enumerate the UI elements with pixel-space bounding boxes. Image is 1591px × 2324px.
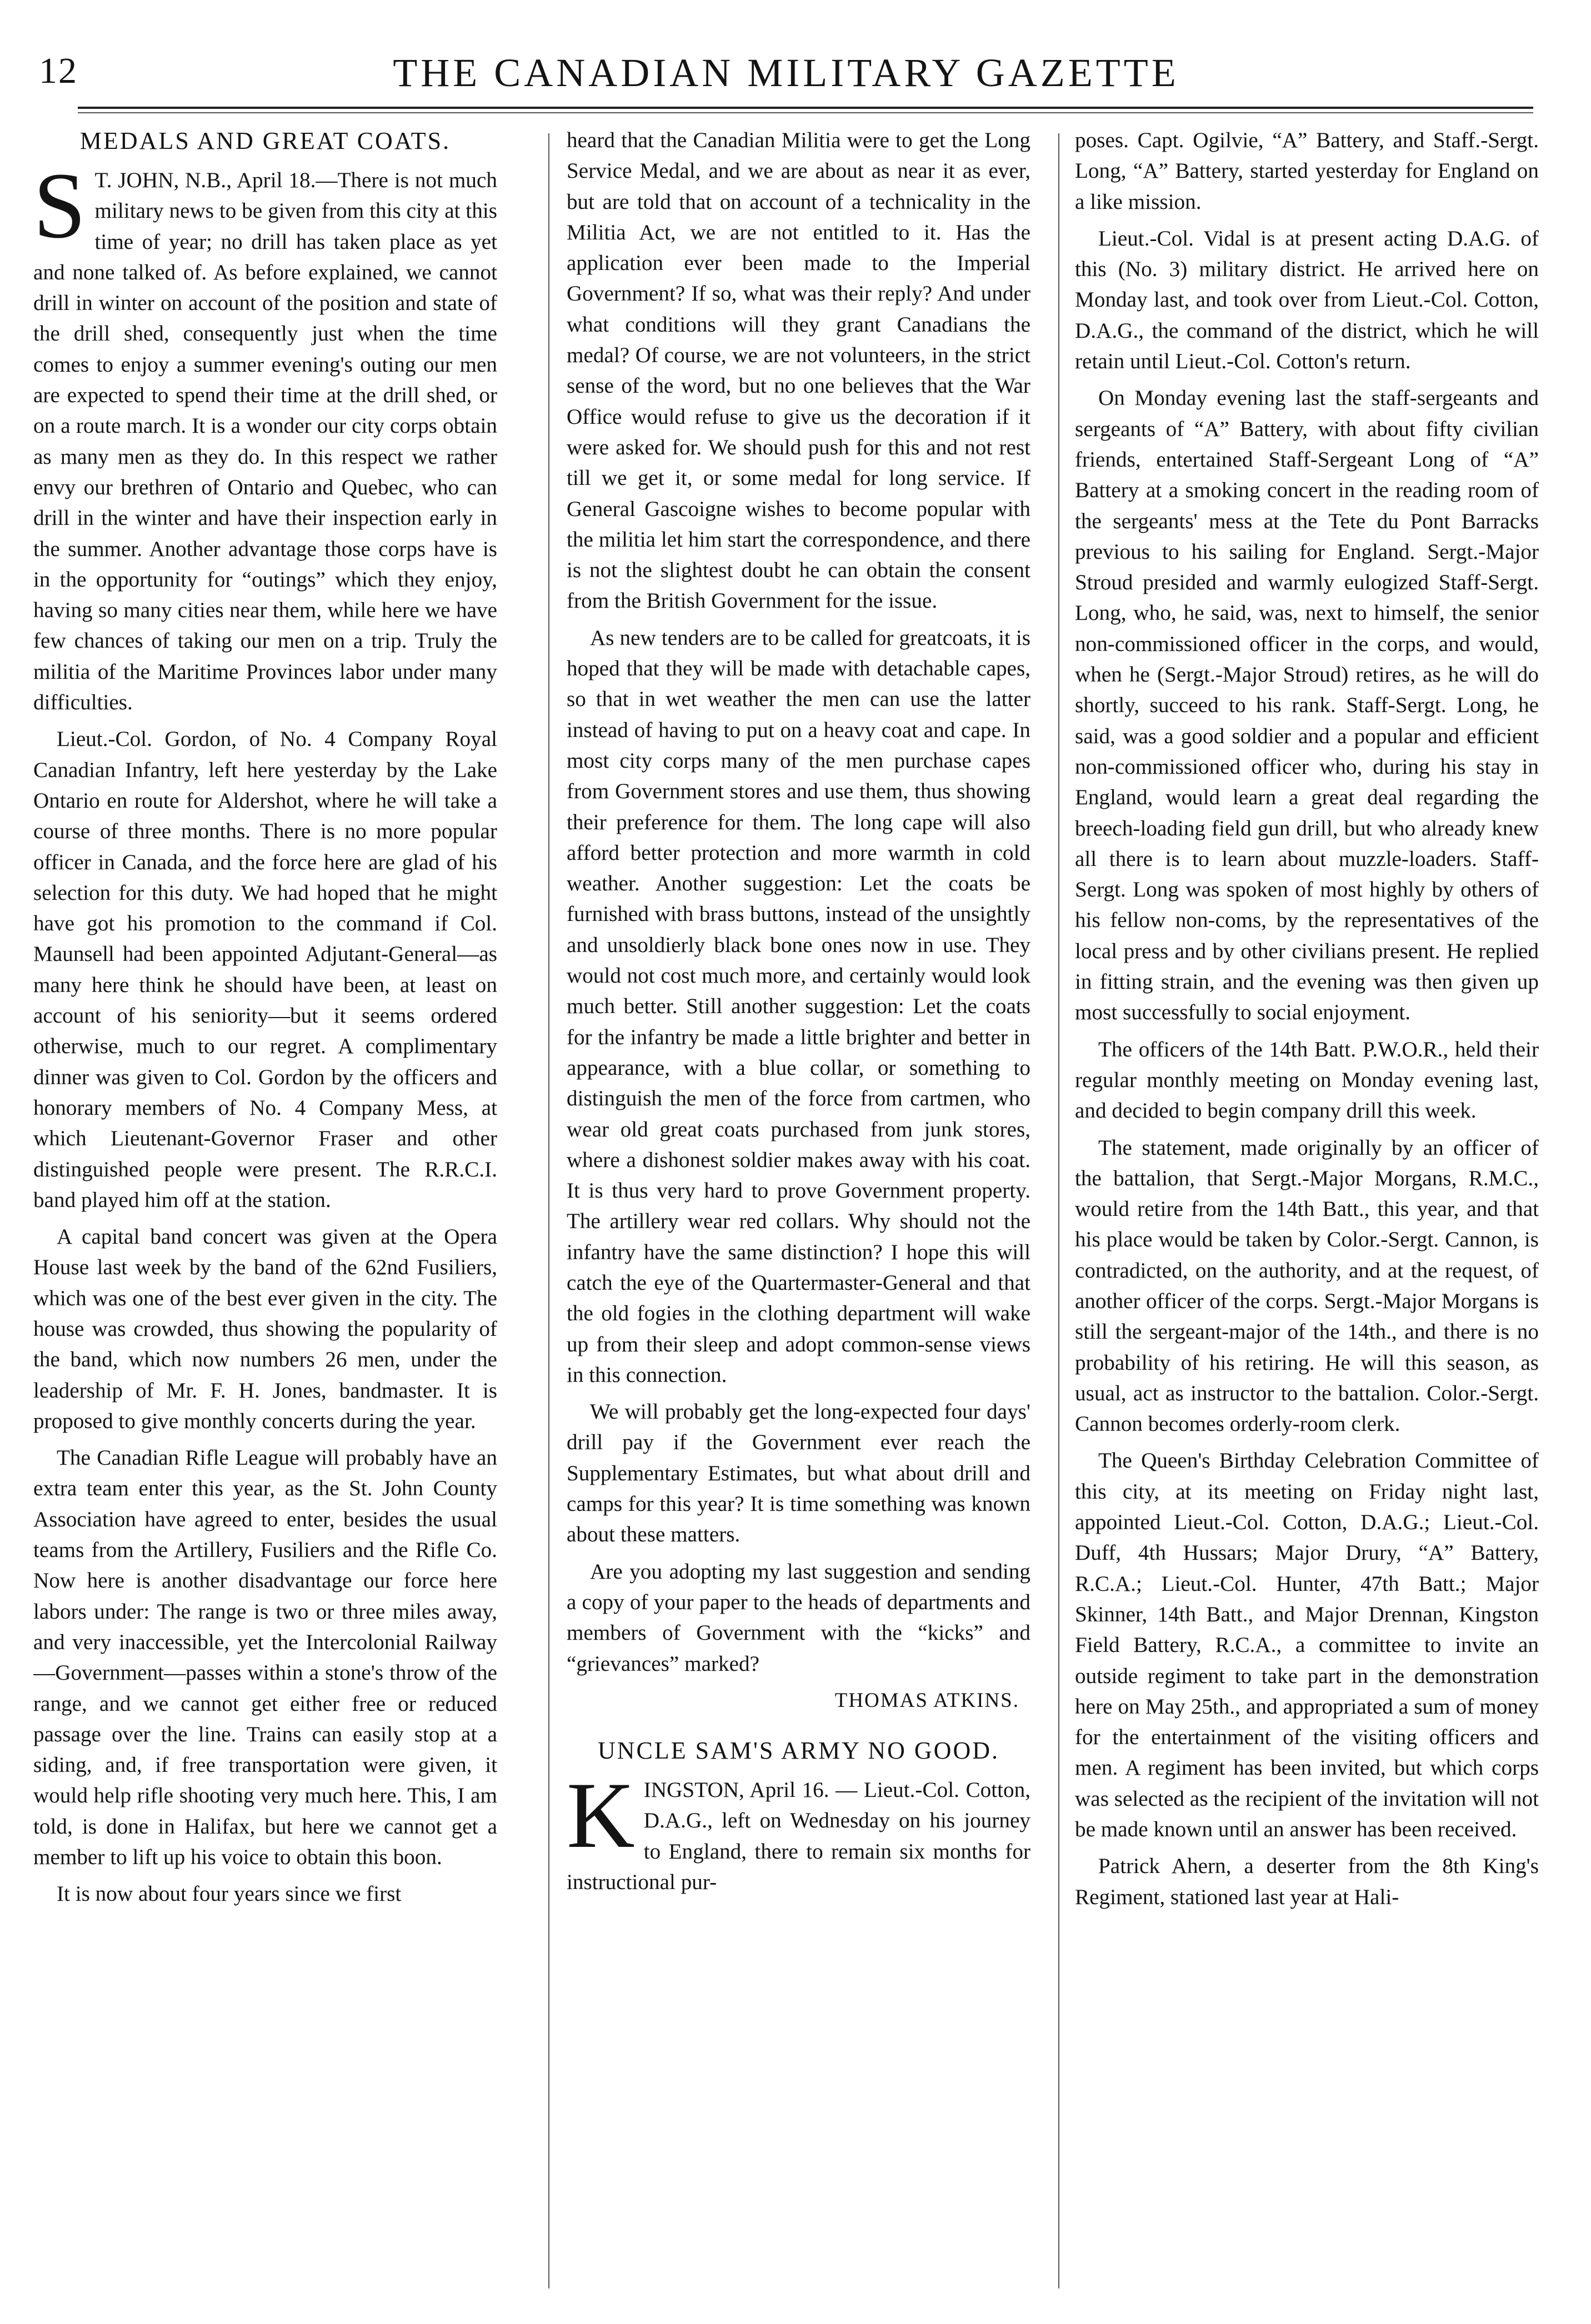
article-headline: MEDALS AND GREAT COATS. — [79, 127, 451, 154]
article-paragraph: The Canadian Rifle League will probably have an extra team enter this year, as the St. John County Association have agreed to enter, besides the usual teams from the Artillery, Fusiliers and the Rifle Co. Now here is another disadvantage our force here labors under: The range is two or three miles away, and very inaccessible, yet the Intercolonial Railway—Government—passes within a stone's throw of the range, and we cannot get either free or reduced passage over the line. Trains can easily stop at a siding, and, if free transportation were given, it would help rifle shooting very much here. This, I am told, is done in Halifax, but here we cannot get a member to lift up his voice to obtain this boon. — [33, 1446, 497, 1870]
header-rule — [78, 107, 1533, 109]
column-1 — [33, 125, 497, 2297]
column-divider — [1058, 133, 1059, 2288]
article-paragraph: Lieut.-Col. Vidal is at present acting D.A.G. of this (No. 3) military district. He arrived here on Monday last, and took over from Lieut.-Col. Cotton, D.A.G., the command of the district, which he will retain until Lieut.-Col. Cotton's return. — [1075, 226, 1539, 374]
header-rule-thin — [78, 112, 1533, 113]
masthead-title: THE CANADIAN MILITARY GAZETTE — [393, 51, 1179, 95]
article-lead-paragraph: KINGSTON, April 16. — Lieut.-Col. Cotton, D.A.G., left on Wednesday on his journey to England, there to remain six months for instructional pur- — [567, 1763, 1030, 1895]
column-divider — [548, 133, 549, 2288]
page-number: 12 — [39, 51, 78, 91]
article-paragraph-split-start: It is now about four years since we first — [57, 1882, 402, 1906]
article-lead-paragraph: S T. JOHN, N.B., April 18.—There is not much military news to be given from this city at this time of year; no drill has taken place as yet and none talked of. As before explained, we cannot drill in winter on account of the position and state of the drill shed, consequently just when the time comes to enjoy a summer evening's outing our men are expected to spend their time at the drill shed, or on a route march. It is a wonder our city corps obtain as many men as they do. In this respect we rather envy our brethren of Ontario and Quebec, who can drill in the winter and have their inspection early in the summer. Another advantage those corps have is in the opportunity for “outings” which they enjoy, having so many cities near them, while here we have few chances of taking our men on a trip. Truly the militia of the Maritime Provinces labor under many difficulties. — [33, 153, 497, 715]
article-paragraph: The statement, made originally by an officer of the battalion, that Sergt.-Major Morgans, R.M.C., would retire from the 14th Batt., this year, and that his place would be taken by Color.-Sergt. Cannon, is contradicted, on the authority, and at the request, of another officer of the corps. Sergt.-Major Morgans is still the sergeant-major of the 14th., and there is no probability of his retiring. He will this season, as usual, act as instructor to the battalion. Color.-Sergt. Cannon becomes orderly-room clerk. — [1075, 1135, 1539, 1436]
article-paragraph: The Queen's Birthday Celebration Committee of this city, at its meeting on Friday night last, appointed Lieut.-Col. Cotton, D.A.G.; Lieut.-Col. Duff, 4th Hussars; Major Drury, “A” Battery, R.C.A.; Lieut.-Col. Hunter, 47th Batt.; Major Skinner, 14th Batt., and Major Drennan, Kingston Field Battery, R.C.A., a committee to invite an outside regiment to take part in the demonstration here on May 25th., and appropriated a sum of money for the entertainment of the visiting officers and men. A regiment has been invited, but which corps was selected as the recipient of the invitation will not be made known until an answer has been received. — [1075, 1449, 1539, 1842]
article-headline: UNCLE SAM'S ARMY NO GOOD. — [597, 1737, 1000, 1765]
author-signature: THOMAS ATKINS. — [834, 1689, 1019, 1712]
article-paragraph-continued: heard that the Canadian Militia were to get the Long Service Medal, and we are about as near it as ever, but are told that on account of a technicality in the Militia Act, we are not entitled to it. Has the application ever been made to the Imperial Government? If so, what was their reply? And under what conditions will they grant Canadians the medal? Of course, we are not volunteers, in the strict sense of the word, but no one believes that the War Office would refuse to give us the decoration if it were asked for. We should push for this and not rest till we get it, or some medal for long service. If General Gascoigne wishes to become popular with the militia let him start the correspondence, and there is not the slightest doubt he can obtain the consent from the British Government for the issue. — [567, 128, 1030, 613]
drop-cap: K — [567, 1763, 635, 1868]
drop-cap: S — [33, 153, 86, 258]
article-paragraph: The officers of the 14th Batt. P.W.O.R., held their regular monthly meeting on Monday evening last, and decided to begin company drill this week. — [1075, 1037, 1539, 1123]
page-header — [39, 44, 1533, 106]
article-paragraph: A capital band concert was given at the Opera House last week by the band of the 62nd Fusiliers, which was one of the best ever given in the city. The house was crowded, thus showing the popularity of the band, which now numbers 26 men, under the leadership of Mr. F. H. Jones, bandmaster. It is proposed to give monthly concerts during the year. — [33, 1225, 497, 1433]
article-paragraph: Patrick Ahern, a deserter from the 8th King's Regiment, stationed last year at Hali- — [1075, 1854, 1539, 1909]
column-3 — [1075, 125, 1539, 2297]
article-paragraph: Are you adopting my last suggestion and sending a copy of your paper to the heads of departments and members of Government with the “kicks” and “grievances” marked? — [567, 1559, 1030, 1676]
column-3-content — [1075, 125, 1539, 1912]
article-paragraph-continued: poses. Capt. Ogilvie, “A” Battery, and Staff.-Sergt. Long, “A” Battery, started yesterday for England on a like mission. — [1075, 128, 1539, 214]
article-paragraph: On Monday evening last the staff-sergeants and sergeants of “A” Battery, with about fifty civilian friends, entertained Staff-Sergeant Long of “A” Battery at a smoking concert in the reading room of the sergeants' mess at the Tete du Pont Barracks previous to his sailing for England. Sergt.-Major Stroud presided and warmly eulogized Staff-Sergt. Long, who, he said, was, next to himself, the senior non-commissioned officer in the corps, and would, when he (Sergt.-Major Stroud) retires, as he will do shortly, succeed to his rank. Staff-Sergt. Long, he said, was a good soldier and a popular and efficient non-commissioned officer who, during his stay in England, would learn a great deal regarding the breech-loading field gun drill, but who already knew all there is to learn about muzzle-loaders. Staff-Sergt. Long was spoken of most highly by others of his fellow non-coms, by the representatives of the local press and by other civilians present. He replied in fitting strain, and the evening was then given up most successfully to social enjoyment. — [1075, 386, 1539, 1025]
article-paragraph: We will probably get the long-expected four days' drill pay if the Government ever reach the Supplementary Estimates, but what about drill and camps for this year? It is time something was known about these matters. — [567, 1400, 1030, 1547]
column-2 — [567, 125, 1030, 2297]
article-paragraph: As new tenders are to be called for greatcoats, it is hoped that they will be made with detachable capes, so that in wet weather the men can use the latter instead of having to put on a heavy coat and cape. In most city corps many of the men purchase capes from Government stores and use them, thus showing their preference for them. The long cape will also afford better protection and more warmth in cold weather. Another suggestion: Let the coats be furnished with brass buttons, instead of the unsightly and unsoldierly black bone ones now in use. They would not cost much more, and certainly would look much better. Still another suggestion: Let the coats for the infantry be made a little brighter and better in appearance, with a blue collar, or something to distinguish the men of the force from cartmen, who wear old great coats purchased from junk stores, where a dishonest soldier makes away with his coat. It is thus very hard to prove Government property. The artillery wear red collars. Why should not the infantry have the same distinction? I hope this will catch the eye of the Quartermaster-General and that the old fogies in the clothing department will wake up from their sleep and adopt common-sense views in this connection. — [567, 625, 1030, 1387]
article-paragraph: Lieut.-Col. Gordon, of No. 4 Company Royal Canadian Infantry, left here yesterday by the Lake Ontario en route for Aldershot, where he will take a course of three months. There is no more popular officer in Canada, and the force here are glad of his selection for this duty. We had hoped that he might have got his promotion to the command if Col. Maunsell had been appointed Adjutant-General—as many here think he should have been, at least on account of his seniority—but it seems ordered otherwise, much to our regret. A complimentary dinner was given to Col. Gordon by the officers and honorary members of No. 4 Company Mess, at which Lieutenant-Governor Fraser and other distinguished people were present. The R.R.C.I. band played him off at the station. — [33, 727, 497, 1212]
column-2-content — [567, 125, 1030, 1897]
